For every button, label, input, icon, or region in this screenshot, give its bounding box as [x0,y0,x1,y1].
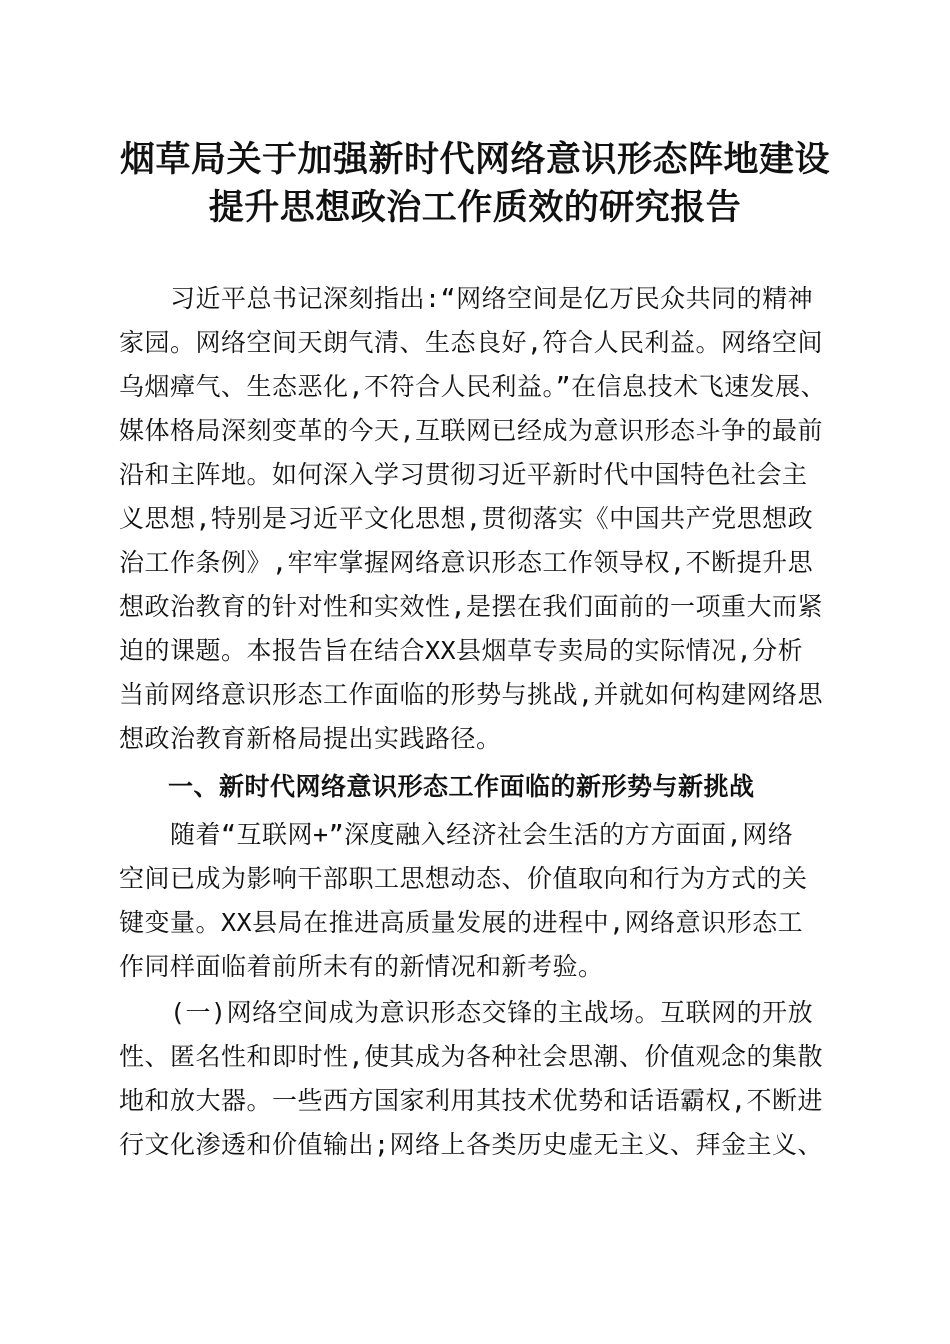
intro-line: 家园。网络空间天朗气清、生态良好,符合人民利益。网络空间 [119,328,824,357]
document-title-line-1: 烟草局关于加强新时代网络意识形态阵地建设 [119,139,830,180]
intro-line: 当前网络意识形态工作面临的形势与挑战,并就如何构建网络思 [119,680,824,709]
section-line: 作同样面临着前所未有的新情况和新考验。 [119,952,604,981]
subsection-line: 行文化渗透和价值输出;网络上各类历史虚无主义、拜金主义、 [119,1130,824,1159]
intro-line: 想政治教育新格局提出实践路径。 [119,724,502,753]
intro-line: 乌烟瘴气、生态恶化,不符合人民利益。”在信息技术飞速发展、 [119,372,827,401]
section-line: 随着“互联网+”深度融入经济社会生活的方方面面,网络 [119,820,794,849]
section-heading: 一、新时代网络意识形态工作面临的新形势与新挑战 [168,772,755,801]
intro-line: 媒体格局深刻变革的今天,互联网已经成为意识形态斗争的最前 [119,416,824,445]
intro-line: 习近平总书记深刻指出:“网络空间是亿万民众共同的精神 [119,284,814,313]
subsection-line: (一)网络空间成为意识形态交锋的主战场。互联网的开放 [119,998,814,1027]
section-line: 空间已成为影响干部职工思想动态、价值取向和行为方式的关 [119,864,808,893]
section-line: 键变量。XX县局在推进高质量发展的进程中,网络意识形态工 [119,908,804,937]
intro-line: 沿和主阵地。如何深入学习贯彻习近平新时代中国特色社会主 [119,460,808,489]
intro-line: 义思想,特别是习近平文化思想,贯彻落实《中国共产党思想政 [119,504,814,533]
subsection-line: 地和放大器。一些西方国家利用其技术优势和话语霸权,不断进 [119,1086,824,1115]
subsection-line: 性、匿名性和即时性,使其成为各种社会思潮、价值观念的集散 [119,1042,824,1071]
intro-line: 治工作条例》,牢牢掌握网络意识形态工作领导权,不断提升思 [119,548,814,577]
intro-line: 迫的课题。本报告旨在结合XX县烟草专卖局的实际情况,分析 [119,636,804,665]
intro-line: 想政治教育的针对性和实效性,是摆在我们面前的一项重大而紧 [119,592,824,621]
document-title-line-2: 提升思想政治工作质效的研究报告 [208,187,742,228]
